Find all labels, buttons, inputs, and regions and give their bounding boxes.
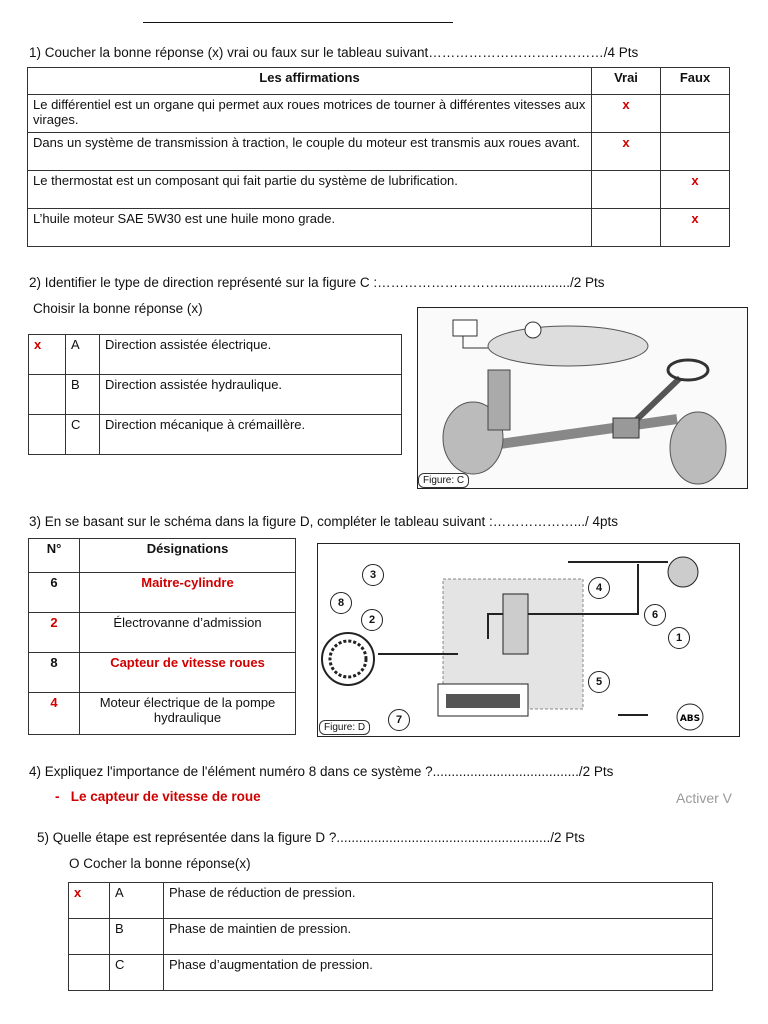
figure-d-callout-7: 7 bbox=[388, 709, 410, 731]
q3-num: 6 bbox=[29, 573, 80, 613]
table-row bbox=[29, 335, 402, 375]
q5-choice-table bbox=[68, 882, 713, 991]
q1-header-faux: Faux bbox=[661, 68, 730, 95]
table-row bbox=[29, 415, 402, 455]
q5-letter: B bbox=[110, 919, 164, 955]
table-row bbox=[69, 883, 713, 919]
watermark-text: Activer V bbox=[676, 790, 733, 806]
q1-header-affirmations: Les affirmations bbox=[28, 68, 592, 95]
q5-subtitle: O Cocher la bonne réponse(x) bbox=[69, 856, 251, 871]
q2-letter: A bbox=[66, 335, 100, 375]
q1-title: 1) Coucher la bonne réponse (x) vrai ou faux sur le tableau suivant…………………………………/4 Pts bbox=[29, 45, 639, 60]
table-row bbox=[28, 171, 730, 209]
q2-letter: B bbox=[66, 375, 100, 415]
q4-answer-text[interactable]: Le capteur de vitesse de roue bbox=[70, 789, 261, 804]
q5-option-text: Phase de maintien de pression. bbox=[164, 919, 713, 955]
figure-d-callout-2: 2 bbox=[361, 609, 383, 631]
q3-designation[interactable]: Maitre-cylindre bbox=[80, 573, 296, 613]
top-rule bbox=[143, 22, 453, 23]
steering-system-illustration bbox=[418, 308, 747, 488]
table-row bbox=[28, 95, 730, 133]
q3-header-designations: Désignations bbox=[80, 539, 296, 573]
q3-designation[interactable]: Capteur de vitesse roues bbox=[80, 653, 296, 693]
abs-badge: ABS bbox=[679, 714, 701, 724]
q2-letter: C bbox=[66, 415, 100, 455]
table-row bbox=[28, 133, 730, 171]
table-row bbox=[28, 209, 730, 247]
q1-faux-cell[interactable] bbox=[661, 133, 730, 171]
table-row bbox=[29, 653, 296, 693]
q5-letter: C bbox=[110, 955, 164, 991]
q2-mark-cell[interactable] bbox=[29, 375, 66, 415]
q1-vrai-cell[interactable] bbox=[592, 209, 661, 247]
figure-d-callout-8: 8 bbox=[330, 592, 352, 614]
q3-designation: Électrovanne d’admission bbox=[80, 613, 296, 653]
q2-option-text: Direction assistée électrique. bbox=[100, 335, 402, 375]
q2-mark-cell[interactable]: x bbox=[29, 335, 66, 375]
q1-faux-cell[interactable]: x bbox=[661, 171, 730, 209]
figure-d-callout-4: 4 bbox=[588, 577, 610, 599]
figure-d-callout-3: 3 bbox=[362, 564, 384, 586]
q2-option-text: Direction assistée hydraulique. bbox=[100, 375, 402, 415]
table-row bbox=[29, 613, 296, 653]
figure-c bbox=[417, 307, 748, 489]
q1-row-text: Dans un système de transmission à traction, le couple du moteur est transmis aux roues avant. bbox=[28, 133, 592, 171]
q3-num[interactable]: 2 bbox=[29, 613, 80, 653]
q4-title: 4) Expliquez l'importance de l'élément numéro 8 dans ce système ?......................................./2 Pts bbox=[29, 764, 614, 779]
q2-option-text: Direction mécanique à crémaillère. bbox=[100, 415, 402, 455]
q2-mark-cell[interactable] bbox=[29, 415, 66, 455]
q3-num[interactable]: 4 bbox=[29, 693, 80, 735]
q1-vrai-cell[interactable]: x bbox=[592, 95, 661, 133]
bullet-dash: - bbox=[55, 789, 71, 804]
q4-answer bbox=[55, 789, 261, 804]
q2-choice-table bbox=[28, 334, 402, 455]
figure-d-callout-6: 6 bbox=[644, 604, 666, 626]
q3-header-num: N° bbox=[29, 539, 80, 573]
q3-table bbox=[28, 538, 296, 735]
q3-designation: Moteur électrique de la pompe hydraulique bbox=[80, 693, 296, 735]
figure-d-label: Figure: D bbox=[319, 720, 370, 735]
q1-header-vrai: Vrai bbox=[592, 68, 661, 95]
q2-subtitle: Choisir la bonne réponse (x) bbox=[33, 301, 203, 316]
figure-d-callout-5: 5 bbox=[588, 671, 610, 693]
figure-c-label: Figure: C bbox=[418, 473, 469, 488]
q1-row-text: Le thermostat est un composant qui fait partie du système de lubrification. bbox=[28, 171, 592, 209]
table-row bbox=[69, 955, 713, 991]
q3-title: 3) En se basant sur le schéma dans la figure D, compléter le tableau suivant :……………….../ 4pts bbox=[29, 514, 619, 529]
q5-option-text: Phase d’augmentation de pression. bbox=[164, 955, 713, 991]
q1-vrai-cell[interactable] bbox=[592, 171, 661, 209]
figure-d-callout-1: 1 bbox=[668, 627, 690, 649]
table-row bbox=[29, 375, 402, 415]
q5-mark-cell[interactable]: x bbox=[69, 883, 110, 919]
q1-vrai-cell[interactable]: x bbox=[592, 133, 661, 171]
q1-faux-cell[interactable]: x bbox=[661, 209, 730, 247]
figure-d bbox=[317, 543, 740, 737]
q5-letter: A bbox=[110, 883, 164, 919]
q5-mark-cell[interactable] bbox=[69, 955, 110, 991]
q2-title: 2) Identifier le type de direction représenté sur la figure C :……………………….................../2 Pts bbox=[29, 275, 605, 290]
q1-row-text: L’huile moteur SAE 5W30 est une huile mono grade. bbox=[28, 209, 592, 247]
q3-num: 8 bbox=[29, 653, 80, 693]
q1-row-text: Le différentiel est un organe qui permet aux roues motrices de tourner à différentes vitesses aux virages. bbox=[28, 95, 592, 133]
table-row bbox=[29, 573, 296, 613]
q5-mark-cell[interactable] bbox=[69, 919, 110, 955]
q1-table bbox=[27, 67, 730, 247]
q1-faux-cell[interactable] bbox=[661, 95, 730, 133]
q5-title: 5) Quelle étape est représentée dans la figure D ?........................................................./2 Pts bbox=[37, 830, 585, 845]
q5-option-text: Phase de réduction de pression. bbox=[164, 883, 713, 919]
table-row bbox=[69, 919, 713, 955]
table-row bbox=[29, 693, 296, 735]
